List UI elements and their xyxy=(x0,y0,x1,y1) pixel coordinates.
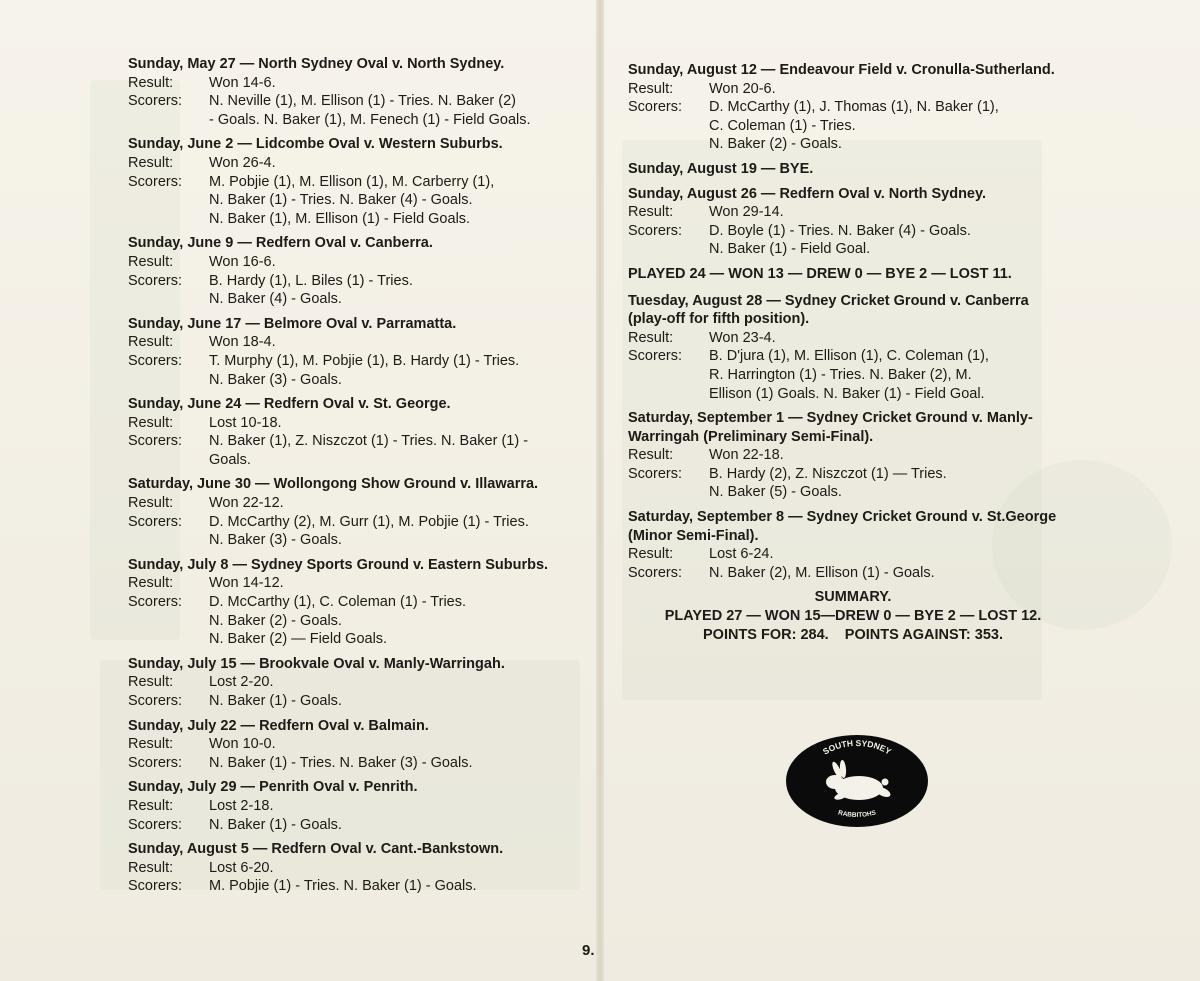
fixture-heading: Sunday, May 27 — North Sydney Oval v. North Sydney. xyxy=(128,56,505,72)
page-number: 9. xyxy=(582,942,595,959)
scorers-line xyxy=(128,593,578,649)
summary-heading: SUMMARY. xyxy=(814,589,892,606)
fixture-entry xyxy=(628,185,1078,259)
result-value: Won 29-14. xyxy=(709,204,784,221)
result-label: Result: xyxy=(128,253,174,270)
result-line xyxy=(628,446,1078,465)
result-line xyxy=(128,735,578,754)
result-value: Won 10-0. xyxy=(209,736,276,753)
season-record: PLAYED 24 — WON 13 — DREW 0 — BYE 2 — LOST 11. xyxy=(628,265,1012,282)
result-line xyxy=(128,494,578,513)
result-label: Result: xyxy=(128,674,174,691)
result-label: Result: xyxy=(128,154,174,171)
scorers-value: B. Hardy (1), L. Biles (1) - Tries. N. Baker (4) - Goals. xyxy=(209,272,413,308)
fixture-entry xyxy=(128,556,578,649)
scorers-value: D. McCarthy (1), C. Coleman (1) - Tries. N. Baker (2) - Goals. N. Baker (2) — Field Goals. xyxy=(209,594,467,648)
fixture-heading: Sunday, August 5 — Redfern Oval v. Cant.-Bankstown. xyxy=(128,841,504,858)
club-emblem xyxy=(785,734,929,828)
result-label: Result: xyxy=(628,204,674,221)
result-label: Result: xyxy=(628,80,674,97)
result-label: Result: xyxy=(128,575,174,592)
fixture-entry xyxy=(128,475,578,549)
result-label: Result: xyxy=(628,546,674,563)
result-value: Won 22-18. xyxy=(709,447,784,464)
rabbitohs-logo xyxy=(785,734,929,828)
scorers-value: M. Pobjie (1), M. Ellison (1), M. Carberry (1), N. Baker (1) - Tries. N. Baker (4) - Goals. N. Baker (1), M. Ellison (1) - Field Goals. xyxy=(209,173,495,227)
fixture-entry xyxy=(628,61,1078,154)
scorers-label: Scorers: xyxy=(128,693,182,709)
scorers-line xyxy=(628,98,1078,154)
scorers-line xyxy=(128,513,578,550)
scorers-label: Scorers: xyxy=(128,433,182,450)
result-value: Won 20-6. xyxy=(709,80,776,97)
scorers-value: N. Baker (2), M. Ellison (1) - Goals. xyxy=(709,564,935,581)
scorers-line xyxy=(128,352,578,389)
fixture-heading: Sunday, July 15 — Brookvale Oval v. Manly-Warringah. xyxy=(128,655,505,672)
fixture-heading: Sunday, June 24 — Redfern Oval v. St. George. xyxy=(128,396,451,413)
result-value: Won 14-6. xyxy=(209,74,276,91)
logo-top-text: SOUTH SYDNEY xyxy=(820,737,894,757)
result-value: Won 18-4. xyxy=(209,334,276,351)
scorers-label: Scorers: xyxy=(628,465,682,482)
fixture-heading: Sunday, August 12 — Endeavour Field v. Cronulla-Sutherland. xyxy=(628,62,1055,78)
scorers-value: N. Baker (1) - Goals. xyxy=(209,693,342,709)
fixture-entry xyxy=(128,655,578,711)
scorers-value: B. Hardy (2), Z. Niszczot (1) — Tries. N. Baker (5) - Goals. xyxy=(709,465,947,501)
scorers-line xyxy=(628,564,1078,583)
scorers-line xyxy=(628,465,1078,502)
fixture-heading: Sunday, July 8 — Sydney Sports Ground v. Eastern Suburbs. xyxy=(128,556,549,573)
scorers-label: Scorers: xyxy=(628,222,682,239)
fixture-entry xyxy=(128,778,578,834)
fixture-entry xyxy=(628,409,1078,502)
result-line xyxy=(128,333,578,352)
scorers-label: Scorers: xyxy=(628,99,682,116)
fixture-entry xyxy=(128,234,578,308)
result-label: Result: xyxy=(128,797,174,814)
scorers-line xyxy=(128,272,578,309)
scorers-value: T. Murphy (1), M. Pobjie (1), B. Hardy (1) - Tries. N. Baker (3) - Goals. xyxy=(209,352,520,388)
scorers-label: Scorers: xyxy=(128,513,182,530)
result-value: Lost 2-20. xyxy=(209,674,274,691)
result-value: Lost 10-18. xyxy=(209,414,282,431)
fixture-heading: Sunday, July 29 — Penrith Oval v. Penrith. xyxy=(128,779,418,796)
scorers-value: N. Neville (1), M. Ellison (1) - Tries. N. Baker (2) - Goals. N. Baker (1), M. Fenech (1) - Field Goals. xyxy=(209,93,531,128)
scorers-label: Scorers: xyxy=(128,93,182,110)
fixture-entry xyxy=(628,160,1078,179)
scorers-line xyxy=(628,222,1078,259)
result-line xyxy=(128,673,578,692)
fixture-heading: Sunday, June 2 — Lidcombe Oval v. Western Suburbs. xyxy=(128,136,503,153)
scorers-line xyxy=(628,347,1078,403)
fixture-heading: Sunday, August 19 — BYE. xyxy=(628,160,814,177)
scorers-label: Scorers: xyxy=(128,594,182,611)
scorers-line xyxy=(128,92,578,129)
fixture-heading: Sunday, June 9 — Redfern Oval v. Canberra. xyxy=(128,235,433,252)
result-line xyxy=(628,545,1078,564)
fixture-heading: Sunday, August 26 — Redfern Oval v. North Sydney. xyxy=(628,185,987,202)
scorers-label: Scorers: xyxy=(128,352,182,369)
result-value: Lost 6-20. xyxy=(209,859,274,876)
regular-season-matches xyxy=(628,61,1078,259)
fixture-heading: Saturday, September 1 — Sydney Cricket Ground v. Manly- Warringah (Preliminary Semi-Final). xyxy=(628,410,1033,445)
scorers-label: Scorers: xyxy=(128,878,182,895)
result-line xyxy=(128,414,578,433)
fixture-entry xyxy=(128,315,578,389)
page-gutter xyxy=(596,0,604,981)
scorers-label: Scorers: xyxy=(128,173,182,190)
fixture-entry xyxy=(128,135,578,228)
result-value: Won 22-12. xyxy=(209,495,284,512)
scorers-line xyxy=(128,754,578,773)
result-line xyxy=(128,74,578,93)
fixture-heading: Saturday, June 30 — Wollongong Show Ground v. Illawarra. xyxy=(128,476,539,493)
scorers-line xyxy=(128,173,578,229)
scorers-value: D. McCarthy (1), J. Thomas (1), N. Baker (1), C. Coleman (1) - Tries. N. Baker (2) - Goals. xyxy=(709,99,999,153)
scorers-line xyxy=(128,877,578,896)
scorers-value: N. Baker (1) - Tries. N. Baker (3) - Goals. xyxy=(209,754,473,771)
result-value: Won 26-4. xyxy=(209,154,276,171)
scorers-value: B. D'jura (1), M. Ellison (1), C. Coleman (1), R. Harrington (1) - Tries. N. Baker (2), M. Ellison (1) Goals. N. Baker (1) - Field Goal. xyxy=(709,348,989,402)
fixture-heading: Sunday, June 17 — Belmore Oval v. Parramatta. xyxy=(128,315,457,332)
logo-bottom-text: RABBITOHS xyxy=(837,809,877,819)
right-fixture-column xyxy=(628,61,1078,645)
finals-matches xyxy=(628,292,1078,583)
result-line xyxy=(128,253,578,272)
scorers-line xyxy=(128,692,578,711)
result-label: Result: xyxy=(128,334,174,351)
result-line xyxy=(628,329,1078,348)
result-line xyxy=(128,154,578,173)
scorers-line xyxy=(128,816,578,835)
fixture-entry xyxy=(128,717,578,773)
result-label: Result: xyxy=(628,329,674,346)
scorers-value: D. McCarthy (2), M. Gurr (1), M. Pobjie (1) - Tries. N. Baker (3) - Goals. xyxy=(209,513,529,549)
scorers-line xyxy=(128,432,578,469)
result-value: Won 16-6. xyxy=(209,253,276,270)
result-value: Lost 2-18. xyxy=(209,797,274,814)
left-fixture-column xyxy=(128,55,578,902)
result-line xyxy=(128,797,578,816)
result-line xyxy=(128,859,578,878)
result-value: Won 14-12. xyxy=(209,575,284,592)
fixture-heading: Tuesday, August 28 — Sydney Cricket Ground v. Canberra (play-off for fifth position). xyxy=(628,292,1029,328)
result-line xyxy=(128,574,578,593)
summary-record: PLAYED 27 — WON 15—DREW 0 — BYE 2 — LOST 12. xyxy=(664,608,1042,625)
result-label: Result: xyxy=(128,736,174,753)
fixture-entry xyxy=(128,840,578,896)
result-line xyxy=(628,203,1078,222)
scorers-label: Scorers: xyxy=(628,348,682,365)
fixture-heading: Sunday, July 22 — Redfern Oval v. Balmain. xyxy=(128,717,429,734)
season-summary xyxy=(628,588,1078,645)
result-label: Result: xyxy=(628,447,674,464)
scorers-value: M. Pobjie (1) - Tries. N. Baker (1) - Goals. xyxy=(209,878,477,895)
result-label: Result: xyxy=(128,495,174,512)
scorers-label: Scorers: xyxy=(128,754,182,771)
scorers-value: D. Boyle (1) - Tries. N. Baker (4) - Goals. N. Baker (1) - Field Goal. xyxy=(709,222,971,258)
scorers-label: Scorers: xyxy=(628,564,682,581)
fixture-entry xyxy=(628,508,1078,582)
scorers-label: Scorers: xyxy=(128,816,182,833)
scorers-label: Scorers: xyxy=(128,272,182,289)
scorers-value: N. Baker (1), Z. Niszczot (1) - Tries. N. Baker (1) - Goals. xyxy=(209,433,529,468)
result-label: Result: xyxy=(128,74,174,91)
result-label: Result: xyxy=(128,859,174,876)
result-label: Result: xyxy=(128,414,174,431)
fixture-entry xyxy=(628,292,1078,404)
result-value: Lost 6-24. xyxy=(709,546,774,563)
fixture-entry xyxy=(128,55,578,129)
scorers-value: N. Baker (1) - Goals. xyxy=(209,816,342,833)
fixture-entry xyxy=(128,395,578,469)
result-value: Won 23-4. xyxy=(709,329,776,346)
result-line xyxy=(628,80,1078,99)
fixture-heading: Saturday, September 8 — Sydney Cricket Ground v. St.George (Minor Semi-Final). xyxy=(628,509,1057,544)
summary-points: POINTS FOR: 284. POINTS AGAINST: 353. xyxy=(703,627,1003,644)
